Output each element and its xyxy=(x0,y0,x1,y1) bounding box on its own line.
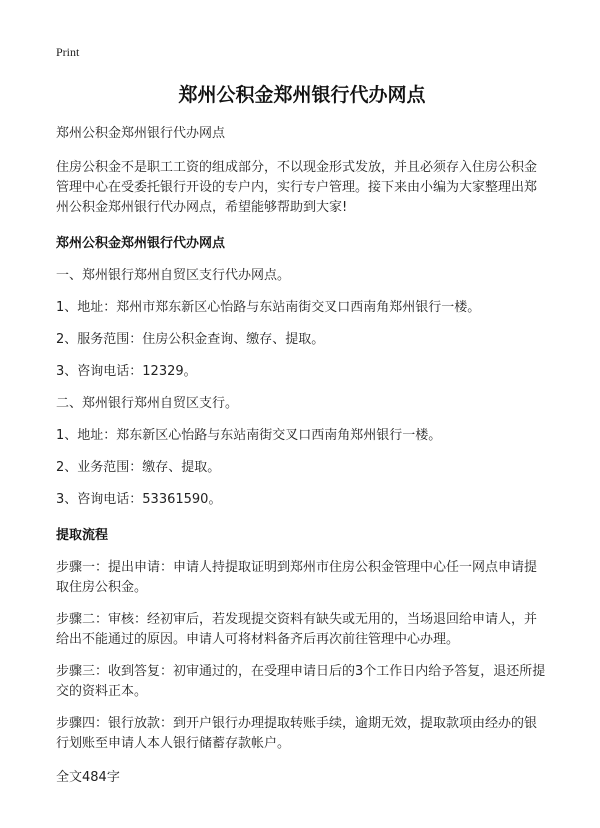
process-step: 步骤四：银行放款：到开户银行办理提取转账手续，逾期无效，提取款项由经办的银行划账至申请人本人银行储蓄存款帐户。 xyxy=(56,716,538,751)
print-link[interactable]: Print xyxy=(56,45,80,59)
process-step: 步骤一：提出申请：申请人持提取证明到郑州市住房公积金管理中心任一网点申请提取住房公积金。 xyxy=(56,560,538,595)
document-subtitle: 郑州公积金郑州银行代办网点 xyxy=(56,126,226,141)
process-step: 步骤三：收到答复：初审通过的，在受理申请日后的3个工作日内给予答复，退还所提交的资料正本。 xyxy=(56,664,546,699)
outlet-item: 2、服务范围：住房公积金查询、缴存、提取。 xyxy=(56,332,325,347)
word-count: 全文484字 xyxy=(56,770,120,785)
intro-paragraph: 住房公积金不是职工工资的组成部分，不以现金形式发放，并且必须存入住房公积金管理中心在受委托银行开设的专户内，实行专户管理。接下来由小编为大家整理出郑州公积金郑州银行代办网点，希望能够帮助到大家! xyxy=(56,160,538,215)
outlet-item: 1、地址：郑东新区心怡路与东站南街交叉口西南角郑州银行一楼。 xyxy=(56,428,442,443)
section-heading-process: 提取流程 xyxy=(56,528,109,543)
outlet-item: 3、咨询电话：12329。 xyxy=(56,364,197,379)
outlet-item: 1、地址：郑州市郑东新区心怡路与东站南街交叉口西南角郑州银行一楼。 xyxy=(56,300,481,315)
outlet-item: 一、郑州银行郑州自贸区支行代办网点。 xyxy=(56,268,291,283)
outlet-item: 二、郑州银行郑州自贸区支行。 xyxy=(56,396,239,411)
section-heading-outlets: 郑州公积金郑州银行代办网点 xyxy=(56,236,226,251)
outlet-item: 3、咨询电话：53361590。 xyxy=(56,492,222,507)
outlet-item: 2、业务范围：缴存、提取。 xyxy=(56,460,221,475)
document-title: 郑州公积金郑州银行代办网点 xyxy=(178,84,426,106)
process-step: 步骤二：审核：经初审后，若发现提交资料有缺失或无用的，当场退回给申请人，并给出不能通过的原因。申请人可将材料备齐后再次前往管理中心办理。 xyxy=(56,612,538,647)
